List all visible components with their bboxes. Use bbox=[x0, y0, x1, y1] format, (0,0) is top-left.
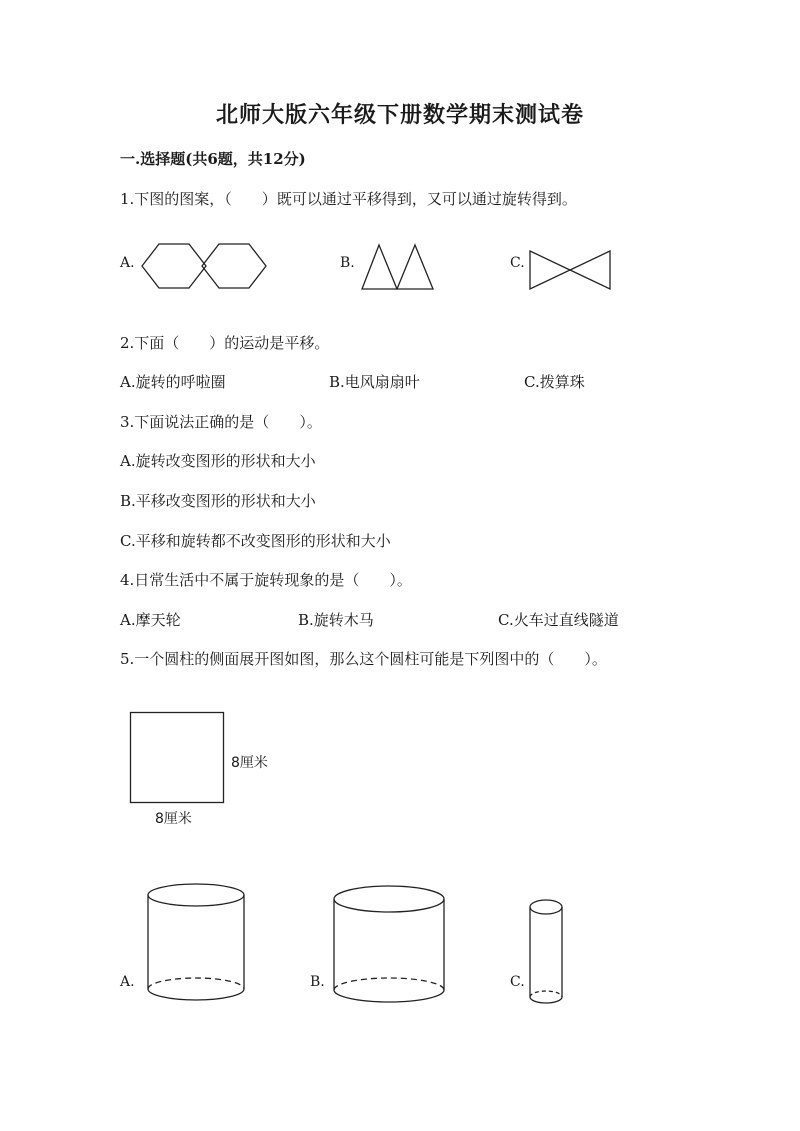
q5-option-c-cylinder-figure bbox=[529, 898, 567, 1010]
section-heading: 一.选择题(共6题，共12分) bbox=[120, 150, 306, 168]
q1-option-a-two-hexagons-figure bbox=[140, 242, 270, 294]
q1-option-a-label: A. bbox=[120, 255, 135, 271]
question-4-text: 4.日常生活中不属于旋转现象的是（ ）。 bbox=[120, 571, 412, 589]
page-title: 北师大版六年级下册数学期末测试卷 bbox=[215, 102, 584, 128]
q5-side-length-label: 8厘米 bbox=[231, 755, 268, 771]
q2-option-b: B.电风扇扇叶 bbox=[329, 373, 420, 391]
q1-option-c-label: C. bbox=[510, 255, 525, 271]
q1-option-b-two-triangles-figure bbox=[360, 242, 440, 294]
q1-option-b-label: B. bbox=[340, 255, 355, 271]
question-1-text: 1.下图的图案，（ ）既可以通过平移得到，又可以通过旋转得到。 bbox=[120, 190, 577, 208]
q5-option-b-label: B. bbox=[310, 974, 325, 990]
q4-option-a: A.摩天轮 bbox=[120, 611, 181, 629]
q3-option-b: B.平移改变图形的形状和大小 bbox=[120, 492, 316, 510]
question-2-text: 2.下面（ ）的运动是平移。 bbox=[120, 334, 330, 352]
q5-option-c-label: C. bbox=[510, 974, 525, 990]
q2-option-a: A.旋转的呼啦圈 bbox=[120, 373, 226, 391]
q4-option-c: C.火车过直线隧道 bbox=[498, 611, 619, 629]
question-5-text: 5.一个圆柱的侧面展开图如图，那么这个圆柱可能是下列图中的（ ）。 bbox=[120, 650, 607, 668]
q4-option-b: B.旋转木马 bbox=[298, 611, 374, 629]
q3-option-a: A.旋转改变图形的形状和大小 bbox=[120, 452, 316, 470]
question-3-text: 3.下面说法正确的是（ ）。 bbox=[120, 413, 322, 431]
q5-bottom-length-label: 8厘米 bbox=[155, 811, 192, 827]
q2-option-c: C.拨算珠 bbox=[524, 373, 585, 391]
q5-side-unfolded-square-figure bbox=[130, 712, 224, 804]
q3-option-c: C.平移和旋转都不改变图形的形状和大小 bbox=[120, 532, 391, 550]
q1-option-c-bowtie-figure bbox=[528, 248, 614, 294]
q5-option-b-cylinder-figure bbox=[332, 884, 448, 1008]
q5-option-a-cylinder-figure bbox=[146, 882, 248, 1012]
q5-option-a-label: A. bbox=[120, 974, 135, 990]
